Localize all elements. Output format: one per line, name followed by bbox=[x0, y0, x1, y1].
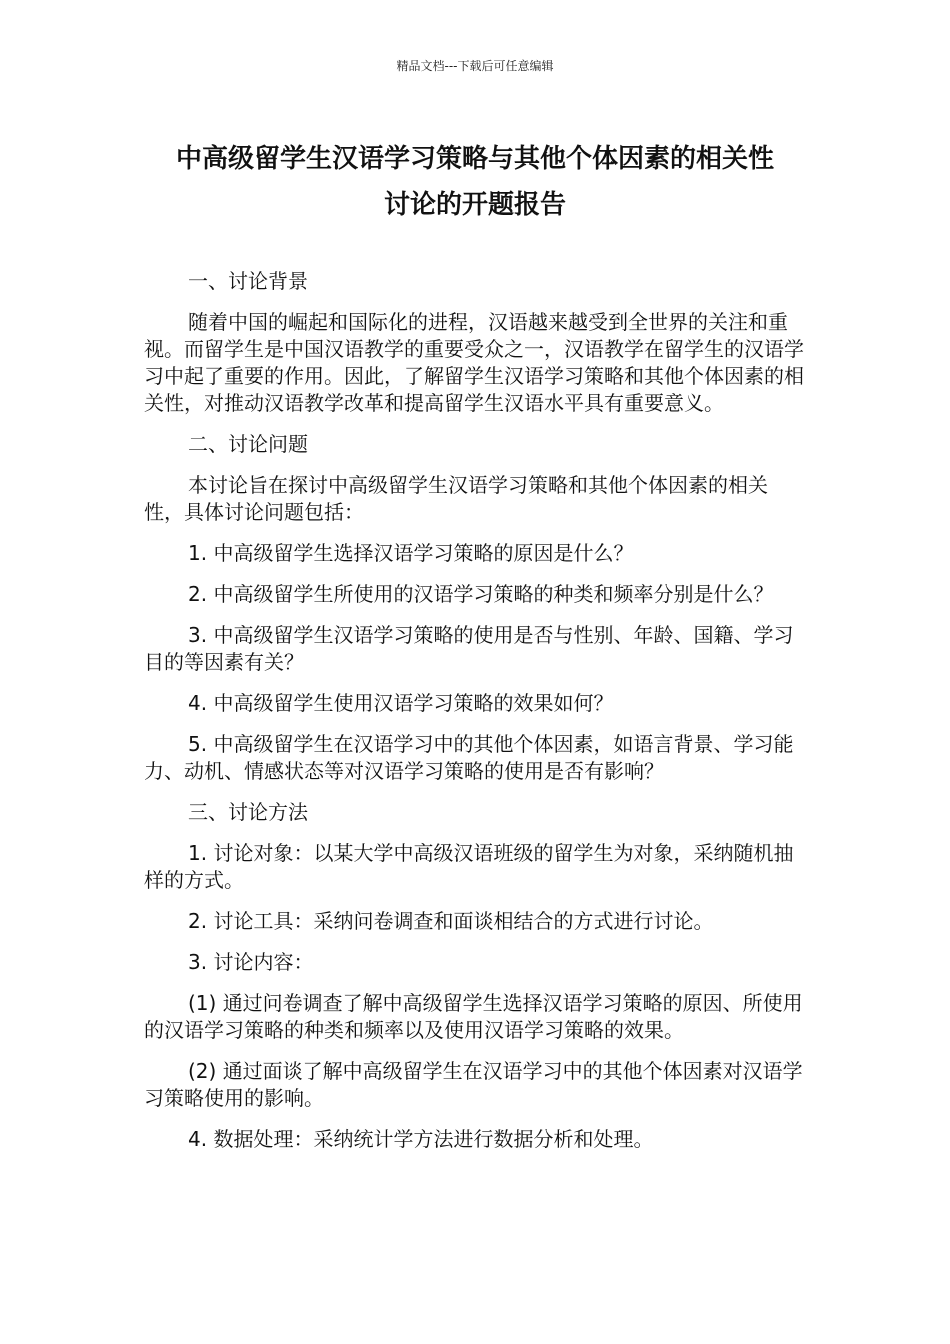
title-line-1: 中高级留学生汉语学习策略与其他个体因素的相关性 bbox=[175, 144, 774, 174]
section-heading-methods: 三、讨论方法 bbox=[188, 800, 308, 824]
method-item-3b: (2) 通过面谈了解中高级留学生在汉语学习中的其他个体因素对汉语学习策略使用的影响。 bbox=[144, 1059, 803, 1110]
method-item-2: 2. 讨论工具：采纳问卷调查和面谈相结合的方式进行讨论。 bbox=[188, 909, 714, 933]
background-paragraph: 随着中国的崛起和国际化的进程，汉语越来越受到全世界的关注和重视。而留学生是中国汉语教学的重要受众之一，汉语教学在留学生的汉语学习中起了重要的作用。因此，了解留学生汉语学习策略和其他个体因素的相关性，对推动汉语教学改革和提高留学生汉语水平具有重要意义。 bbox=[144, 310, 804, 415]
question-item-4: 4. 中高级留学生使用汉语学习策略的效果如何？ bbox=[188, 691, 614, 715]
header-note: 精品文档---下载后可任意编辑 bbox=[396, 59, 554, 73]
section-heading-background: 一、讨论背景 bbox=[188, 269, 308, 293]
method-item-1: 1. 讨论对象：以某大学中高级汉语班级的留学生为对象，采纳随机抽样的方式。 bbox=[144, 841, 794, 892]
page-title bbox=[130, 136, 820, 228]
question-item-5: 5. 中高级留学生在汉语学习中的其他个体因素，如语言背景、学习能力、动机、情感状态等对汉语学习策略的使用是否有影响？ bbox=[144, 732, 794, 783]
question-item-3: 3. 中高级留学生汉语学习策略的使用是否与性别、年龄、国籍、学习目的等因素有关？ bbox=[144, 623, 794, 674]
method-item-3: 3. 讨论内容： bbox=[188, 950, 314, 974]
method-item-3a: (1) 通过问卷调查了解中高级留学生选择汉语学习策略的原因、所使用的汉语学习策略的种类和频率以及使用汉语学习策略的效果。 bbox=[144, 991, 803, 1042]
method-item-4: 4. 数据处理：采纳统计学方法进行数据分析和处理。 bbox=[188, 1127, 654, 1151]
questions-intro: 本讨论旨在探讨中高级留学生汉语学习策略和其他个体因素的相关性，具体讨论问题包括： bbox=[144, 473, 768, 524]
question-item-2: 2. 中高级留学生所使用的汉语学习策略的种类和频率分别是什么？ bbox=[188, 582, 774, 606]
document-body bbox=[144, 268, 806, 1167]
section-heading-questions: 二、讨论问题 bbox=[188, 432, 308, 456]
title-line-2: 讨论的开题报告 bbox=[383, 190, 566, 220]
question-item-1: 1. 中高级留学生选择汉语学习策略的原因是什么？ bbox=[188, 541, 634, 565]
